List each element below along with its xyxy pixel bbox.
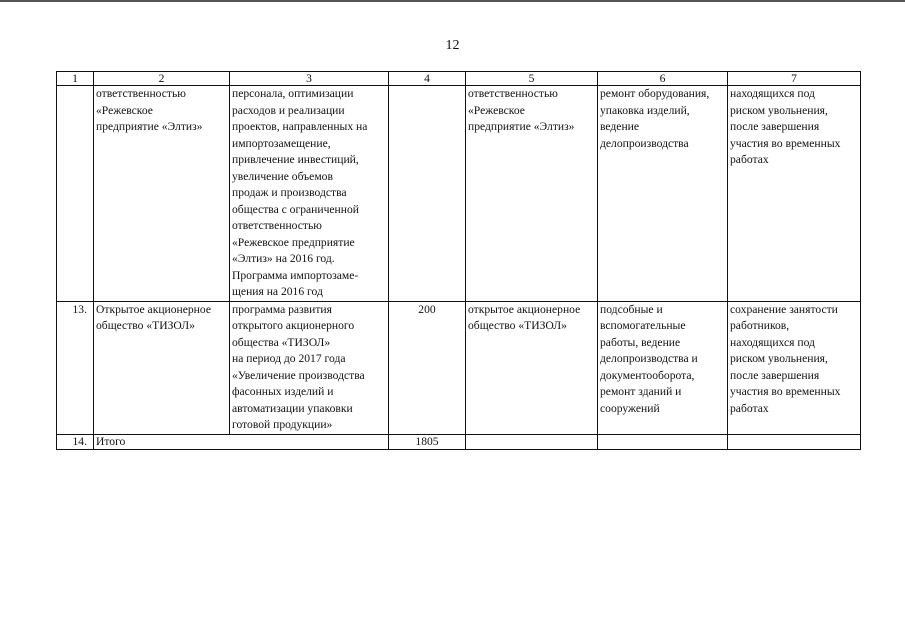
purpose-text: сохранение занятости работников, находящихся под риском увольнения, после завершения участия во временных работах bbox=[730, 302, 841, 415]
quantity-cell bbox=[389, 86, 466, 302]
row-number-cell: 13. bbox=[57, 301, 94, 434]
organization-text: открытое акционерное общество «ТИЗОЛ» bbox=[468, 302, 581, 332]
purpose-text: находящихся под риском увольнения, после завершения участия во временных работах bbox=[730, 87, 841, 166]
column-number: 6 bbox=[598, 72, 728, 86]
column-number: 2 bbox=[94, 72, 230, 86]
employment-table bbox=[56, 71, 861, 450]
employer-text: ответственностью «Режевское предприятие «Элтиз» bbox=[96, 87, 203, 133]
table-row bbox=[57, 301, 861, 434]
column-number: 3 bbox=[230, 72, 389, 86]
page-number: 12 bbox=[445, 38, 460, 53]
table-row bbox=[57, 86, 861, 302]
row-number-cell: 14. bbox=[57, 434, 94, 449]
column-number: 7 bbox=[728, 72, 861, 86]
employer-cell bbox=[94, 301, 230, 434]
column-number: 1 bbox=[57, 72, 94, 86]
program-cell bbox=[230, 301, 389, 434]
total-row bbox=[57, 434, 861, 449]
program-text: программа развития открытого акционерного общества «ТИЗОЛ» на период до 2017 года «Увеличение производства фасонных изделий и автоматизации упаковки готовой продукции» bbox=[232, 302, 365, 431]
quantity-cell: 200 bbox=[389, 301, 466, 434]
column-number: 4 bbox=[389, 72, 466, 86]
top-border-line bbox=[0, 0, 905, 2]
employer-cell bbox=[94, 86, 230, 302]
employer-text: Открытое акционерное общество «ТИЗОЛ» bbox=[96, 302, 211, 332]
column-number: 5 bbox=[466, 72, 598, 86]
program-cell bbox=[230, 86, 389, 302]
works-text: подсобные и вспомогательные работы, ведение делопроизводства и документооборота, ремонт зданий и сооружений bbox=[600, 302, 698, 415]
works-text: ремонт оборудования, упаковка изделий, ведение делопроизводства bbox=[600, 87, 710, 150]
total-label-cell: Итого bbox=[94, 434, 389, 449]
organization-cell bbox=[466, 86, 598, 302]
column-number-row bbox=[57, 72, 861, 86]
empty-cell bbox=[598, 434, 728, 449]
program-text: персонала, оптимизации расходов и реализации проектов, направленных на импортозамещение, привлечение инвестиций, увеличение объемов продаж и производства общества с ограниченной ответственностью «Режевское предприятие «Элтиз» на 2016 год. Программа импортозаме- щения на 2016 год bbox=[232, 87, 368, 298]
works-cell bbox=[598, 86, 728, 302]
organization-text: ответственностью «Режевское предприятие «Элтиз» bbox=[468, 87, 575, 133]
organization-cell bbox=[466, 301, 598, 434]
total-quantity-cell: 1805 bbox=[389, 434, 466, 449]
works-cell bbox=[598, 301, 728, 434]
purpose-cell bbox=[728, 301, 861, 434]
purpose-cell bbox=[728, 86, 861, 302]
row-number-cell bbox=[57, 86, 94, 302]
empty-cell bbox=[466, 434, 598, 449]
empty-cell bbox=[728, 434, 861, 449]
